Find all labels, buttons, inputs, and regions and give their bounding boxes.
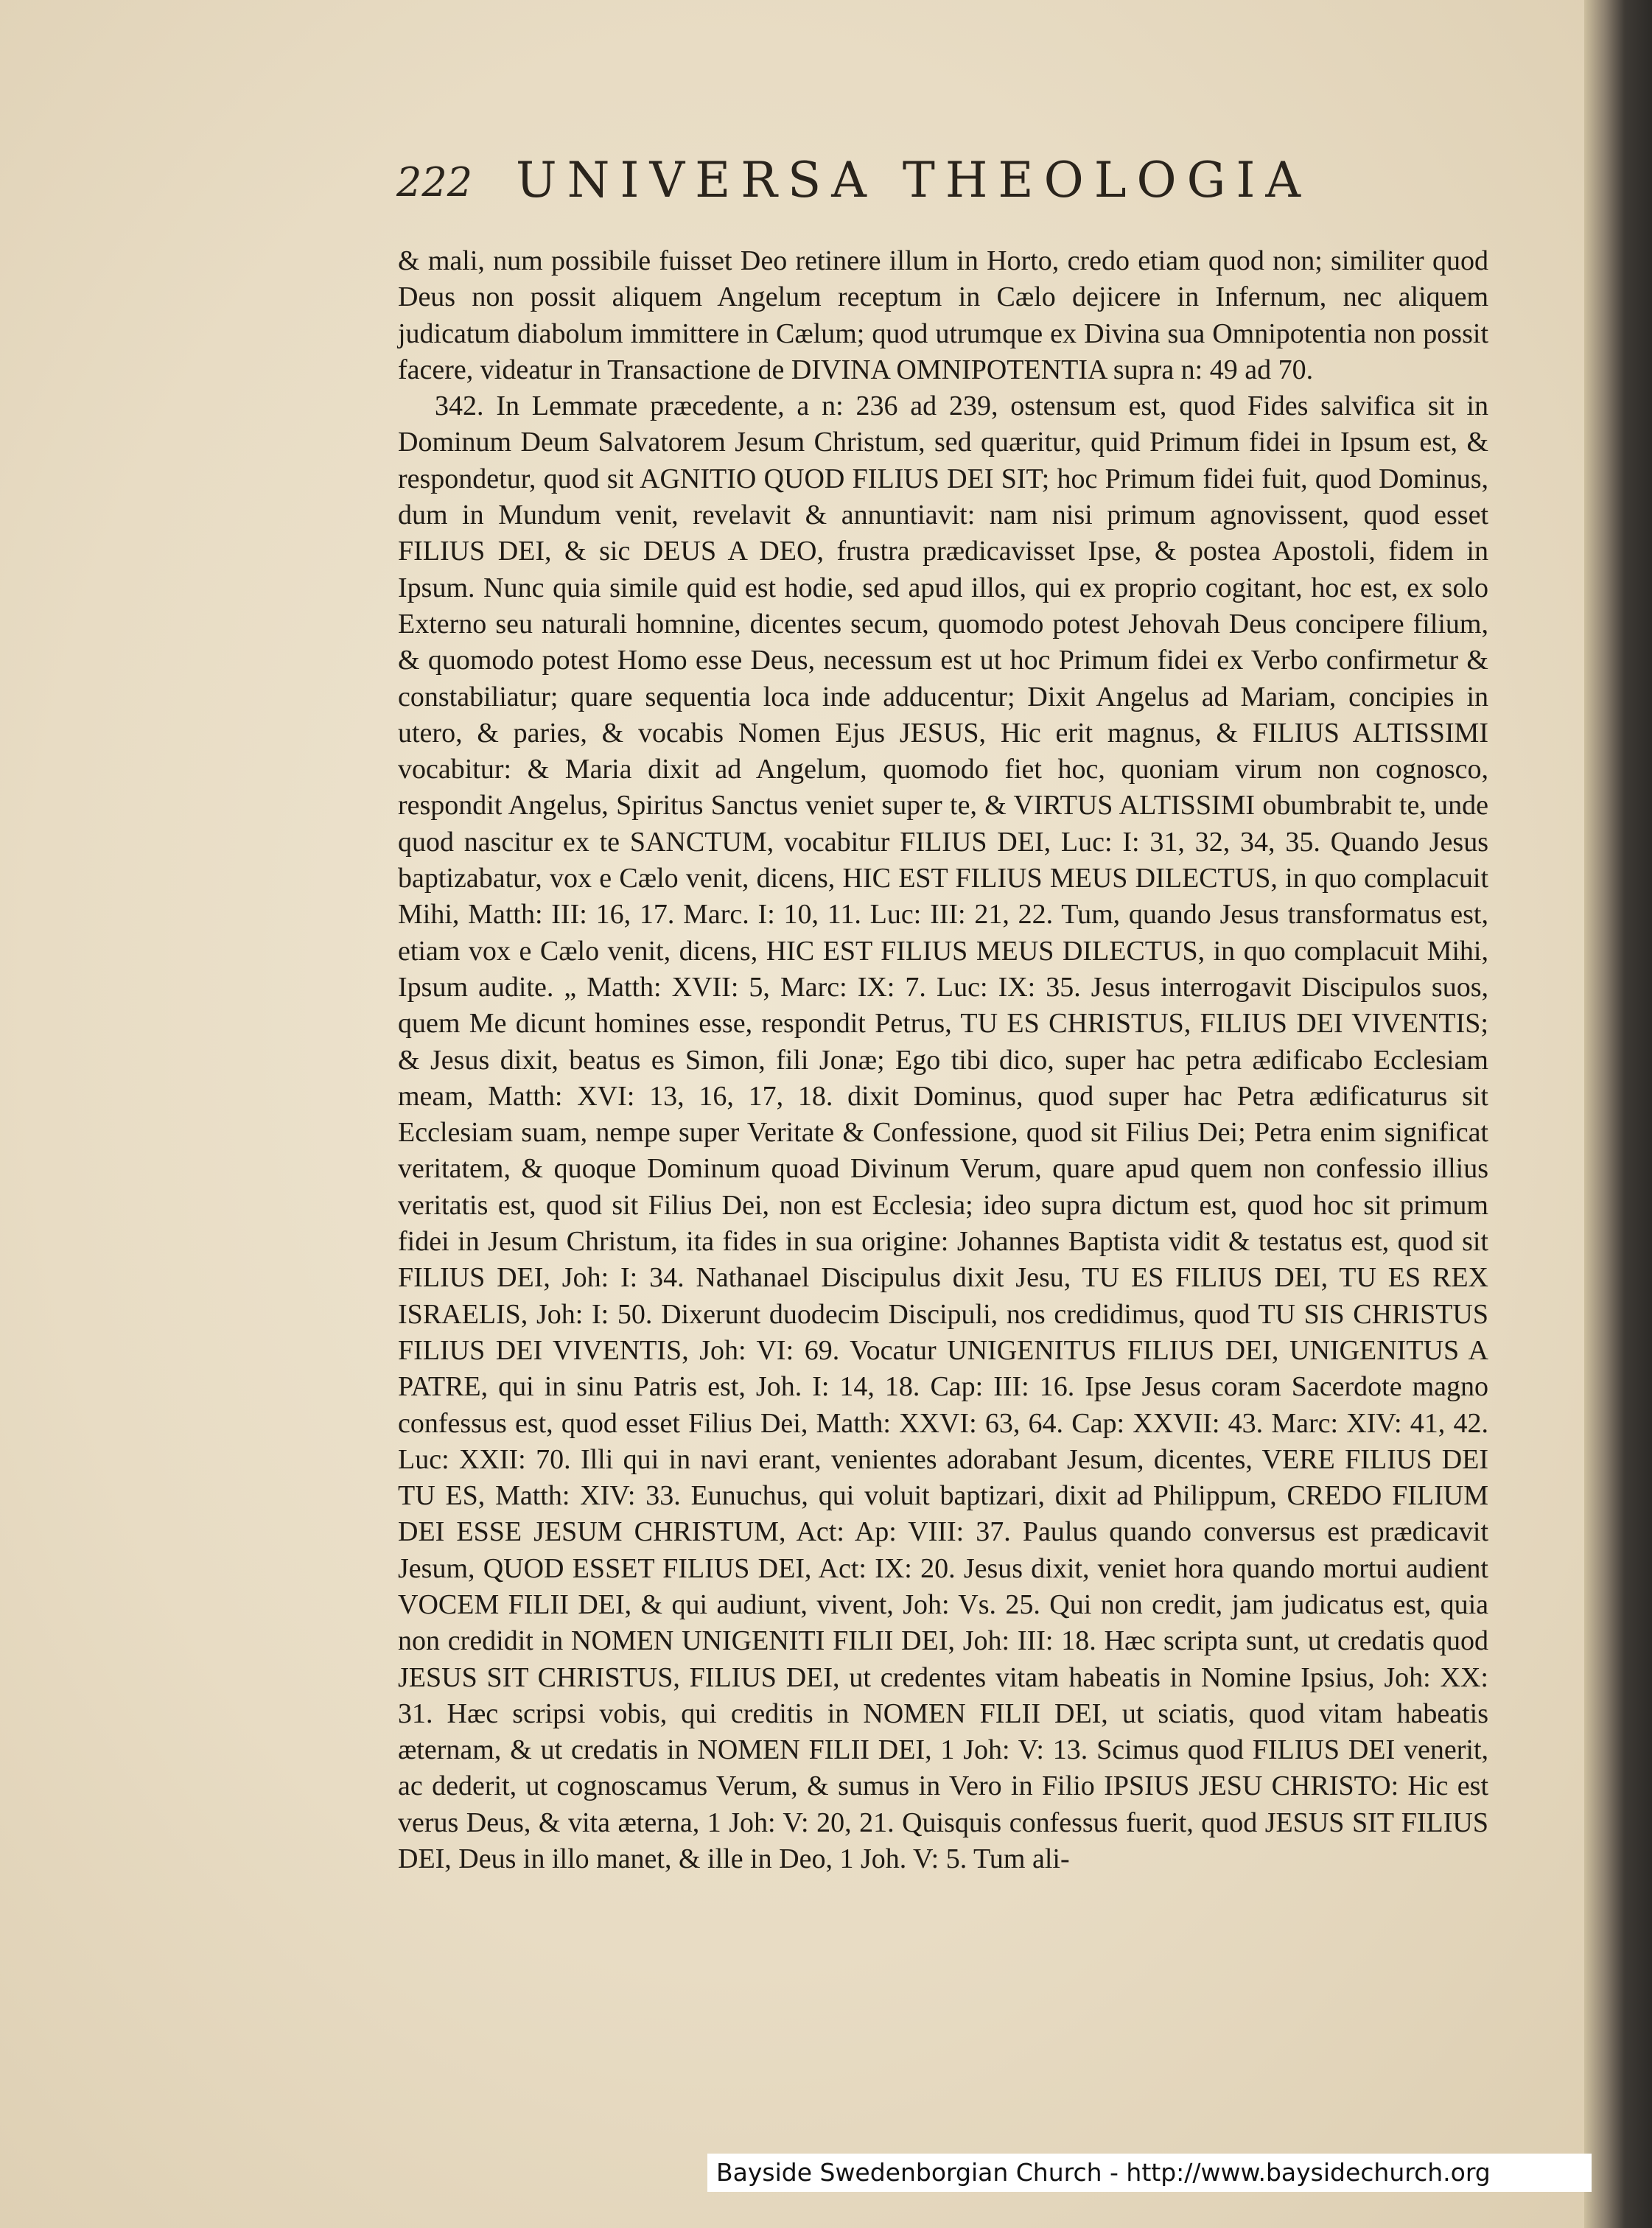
book-gutter <box>1584 0 1652 2228</box>
paragraph-342: 342. In Lemmate præcedente, a n: 236 ad 239, ostensum est, quod Fides salvifica sit in Dominum Deum Salvatorem Jesum Christum, sed quæritur, quid Primum fidei in Ipsum est, & respondetur, quod sit AGNITIO QUOD FILIUS DEI SIT; hoc Primum fidei fuit, quod Dominus, dum in Mundum venit, revelavit & annuntiavit: nam nisi primum agnovissent, quod esset FILIUS DEI, & sic DEUS A DEO, frustra prædicavisset Ipse, & postea Apostoli, fidem in Ipsum. Nunc quia simile quid est hodie, sed apud illos, qui ex proprio cogitant, hoc est, ex solo Externo seu naturali homnine, dicentes secum, quomodo potest Jehovah Deus concipere filium, & quomodo potest Homo esse Deus, necessum est ut hoc Primum fidei ex Verbo confirmetur & constabiliatur; quare sequentia loca inde adducentur; Dixit Angelus ad Mariam, concipies in utero, & paries, & vocabis Nomen Ejus JESUS, Hic erit magnus, & FILIUS ALTISSIMI vocabitur: & Maria dixit ad Angelum, quomodo fiet hoc, quoniam virum non cognosco, respondit Angelus, Spiritus Sanctus veniet super te, & VIRTUS ALTISSIMI obumbrabit te, unde quod nascitur ex te SANCTUM, vocabitur FILIUS DEI, Luc: I: 31, 32, 34, 35. Quando Jesus baptizabatur, vox e Cælo venit, dicens, HIC EST FILIUS MEUS DILECTUS, in quo complacuit Mihi, Matth: III: 16, 17. Marc. I: 10, 11. Luc: III: 21, 22. Tum, quando Jesus transformatus est, etiam vox e Cælo venit, dicens, HIC EST FILIUS MEUS DILECTUS, in quo complacuit Mihi, Ipsum audite. „ Matth: XVII: 5, Marc: IX: 7. Luc: IX: 35. Jesus interrogavit Discipulos suos, quem Me dicunt homines esse, respondit Petrus, TU ES CHRISTUS, FILIUS DEI VIVENTIS; & Jesus dixit, beatus es Simon, fili Jonæ; Ego tibi dico, super hac petra ædificabo Ecclesiam meam, Matth: XVI: 13, 16, 17, 18. dixit Dominus, quod super hac Petra ædificaturus sit Ecclesiam suam, nempe super Veritate & Confessione, quod sit Filius Dei; Petra enim significat veritatem, & quoque Dominum quoad Divinum Verum, quare apud quem non confessio illius veritatis est, quod sit Filius Dei, non est Ecclesia; ideo supra dictum est, quod hoc sit primum fidei in Jesum Christum, ita fides in sua origine: Johannes Baptista vidit & testatus est, quod sit FILIUS DEI, Joh: I: 34. Nathanael Discipulus dixit Jesu, TU ES FILIUS DEI, TU ES REX ISRAELIS, Joh: I: 50. Dixerunt duodecim Discipuli, nos credidimus, quod TU SIS CHRISTUS FILIUS DEI VIVENTIS, Joh: VI: 69. Vocatur UNIGENITUS FILIUS DEI, UNIGENITUS A PATRE, qui in sinu Patris est, Joh. I: 14, 18. Cap: III: 16. Ipse Jesus coram Sacerdote magno confessus est, quod esset Filius Dei, Matth: XXVI: 63, 64. Cap: XXVII: 43. Marc: XIV: 41, 42. Luc: XXII: 70. Illi qui in navi erant, venientes adorabant Jesum, dicentes, VERE FILIUS DEI TU ES, Matth: XIV: 33. Eunuchus, qui voluit baptizari, dixit ad Philippum, CREDO FILIUM DEI ESSE JESUM CHRISTUM, Act: Ap: VIII: 37. Paulus quando conversus est prædicavit Jesum, QUOD ESSET FILIUS DEI, Act: IX: 20. Jesus dixit, veniet hora quando mortui audient VOCEM FILII DEI, & qui audiunt, vivent, Joh: Vs. 25. Qui non credit, jam judicatus est, quia non credidit in NOMEN UNIGENITI FILII DEI, Joh: III: 18. Hæc scripta sunt, ut credatis quod JESUS SIT CHRISTUS, FILIUS DEI, ut credentes vitam habeatis in Nomine Ipsius, Joh: XX: 31. Hæc scripsi vobis, qui creditis in NOMEN FILII DEI, ut sciatis, quod vitam habeatis æternam, & ut credatis in NOMEN FILII DEI, 1 Joh: V: 13. Scimus quod FILIUS DEI venerit, ac dederit, ut cognoscamus Verum, & sumus in Vero in Filio IPSIUS JESU CHRISTO: Hic est verus Deus, & vita æterna, 1 Joh: V: 20, 21. Quisquis confessus fuerit, quod JESUS SIT FILIUS DEI, Deus in illo manet, & ille in Deo, 1 Joh. V: 5. Tum ali- <box>398 390 1488 1875</box>
page-number: 222 <box>396 159 473 206</box>
paragraph-continuation: & mali, num possibile fuisset Deo retinere illum in Horto, credo etiam quod non; similiter quod Deus non possit aliquem Angelum receptum in Cælo dejicere in Infernum, nec aliquem judicatum diabolum immittere in Cælum; quod utrumque ex Divina sua Omnipotentia non possit facere, videatur in Transactione de DIVINA OMNIPOTENTIA supra n: 49 ad 70. <box>398 245 1488 385</box>
running-title: UNIVERSA THEOLOGIA <box>516 152 1312 209</box>
body-text <box>398 243 1488 1877</box>
source-credit: Bayside Swedenborgian Church - http://www.baysidechurch.org <box>707 2154 1592 2192</box>
